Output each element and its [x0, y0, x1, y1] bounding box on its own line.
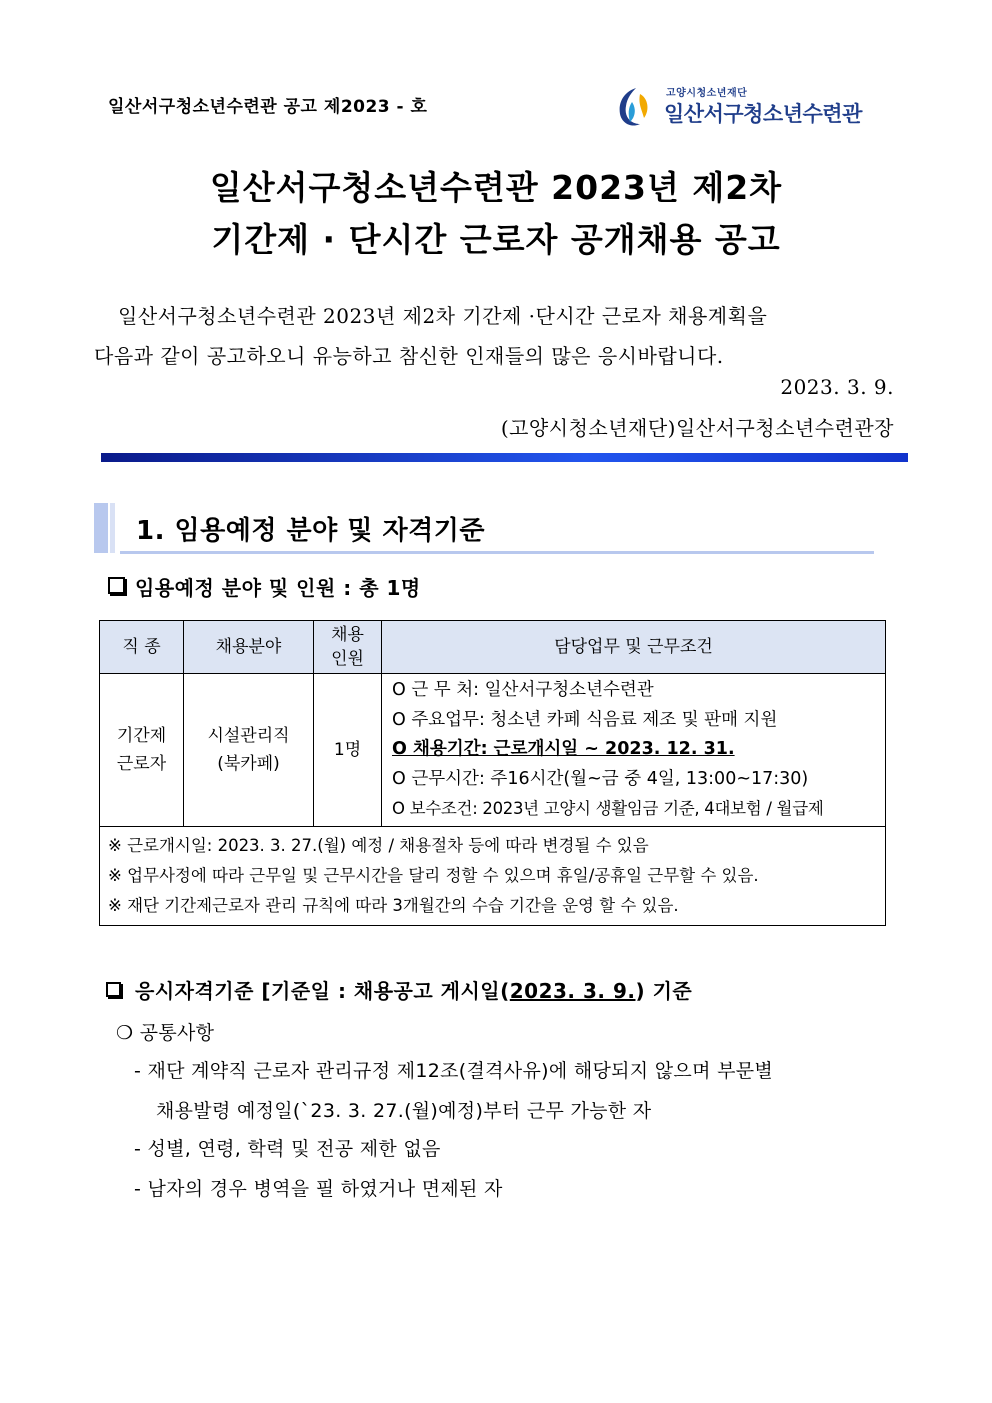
header-field: 채용분야: [184, 621, 314, 674]
field-line1: 시설관리직: [207, 725, 290, 746]
requirement-item-continued: 채용발령 예정일(`23. 3. 27.(월)예정)부터 근무 가능한 자: [156, 1100, 652, 1122]
duty-pay: O 보수조건: 2023년 고양시 생활임금 기준, 4대보험 / 월급제: [392, 799, 824, 818]
foundation-logo: [614, 82, 874, 132]
cell-duties: [382, 674, 886, 827]
section-marker: [94, 503, 108, 553]
cell-notes: [100, 826, 886, 925]
section-marker-light: [110, 503, 115, 553]
recruitment-table: [99, 620, 886, 926]
duty-workplace: O 근 무 처: 일산서구청소년수련관: [392, 680, 654, 700]
recruitment-subtitle: [108, 572, 421, 601]
cell-field: [184, 674, 314, 827]
header-job-type: 직 종: [100, 621, 184, 674]
logo-mark-icon: [614, 84, 658, 130]
note-probation: ※ 재단 기간제근로자 관리 규칙에 따라 3개월간의 수습 기간을 운영 할 수 있음.: [108, 895, 679, 915]
table-row: [100, 674, 886, 827]
header-count: 채용 인원: [314, 621, 382, 674]
qualification-subtitle-pre: 응시자격기준 [기준일 : 채용공고 게시일(: [135, 979, 510, 1003]
qualification-subtitle-post: ) 기준: [635, 979, 693, 1003]
notice-date: 2023. 3. 9.: [780, 375, 894, 399]
duty-period: O 채용기간: 근로개시일 ~ 2023. 12. 31.: [392, 739, 735, 759]
table-header-row: [100, 621, 886, 674]
qualification-date: 2023. 3. 9.: [509, 979, 636, 1003]
duty-hours: O 근무시간: 주16시간(월~금 중 4일, 13:00~17:30): [392, 768, 809, 789]
header-divider: [101, 453, 908, 462]
notice-reference: 일산서구청소년수련관 공고 제2023 - 호: [108, 97, 428, 117]
qualification-subtitle: [106, 975, 692, 1004]
field-line2: (북카페): [217, 753, 280, 774]
note-schedule: ※ 업무사정에 따라 근무일 및 근무시간을 달리 정할 수 있으며 휴일/공휴일 근무할 수 있음.: [108, 865, 759, 885]
notice-signature: (고양시청소년재단)일산서구청소년수련관장: [500, 416, 894, 440]
job-type-line2: 근로자: [116, 753, 167, 774]
page-title-line1: 일산서구청소년수련관 2023년 제2차: [209, 168, 783, 207]
page-title-line2: 기간제 · 단시간 근로자 공개채용 공고: [211, 220, 781, 259]
common-requirements-heading: ❍ 공통사항: [116, 1022, 215, 1044]
cell-count: 1명: [314, 674, 382, 827]
cell-job-type: [100, 674, 184, 827]
checkbox-bullet-icon: [108, 577, 125, 594]
header-duties: 담당업무 및 근무조건: [382, 621, 886, 674]
job-type-line1: 기간제: [116, 725, 167, 746]
logo-center-name: 일산서구청소년수련관: [664, 102, 862, 126]
recruitment-subtitle-text: 임용예정 분야 및 인원 : 총 1명: [135, 576, 421, 600]
intro-line2: 다음과 같이 공고하오니 유능하고 참신한 인재들의 많은 응시바랍니다.: [94, 344, 724, 368]
intro-line1: 일산서구청소년수련관 2023년 제2차 기간제 ·단시간 근로자 채용계획을: [118, 304, 768, 328]
section-title: 1. 임용예정 분야 및 자격기준: [136, 516, 485, 546]
note-start-date: ※ 근로개시일: 2023. 3. 27.(월) 예정 / 채용절차 등에 따라 변경될 수 있음: [108, 835, 649, 855]
requirement-item: - 성별, 연령, 학력 및 전공 제한 없음: [134, 1138, 441, 1160]
logo-org-name: 고양시청소년재단: [666, 88, 748, 99]
table-notes-row: [100, 826, 886, 925]
duty-main-task: O 주요업무: 청소년 카페 식음료 제조 및 판매 지원: [392, 709, 778, 730]
checkbox-bullet-icon: [106, 982, 121, 997]
requirement-item: - 남자의 경우 병역을 필 하였거나 면제된 자: [134, 1178, 503, 1200]
requirement-item: - 재단 계약직 근로자 관리규정 제12조(결격사유)에 해당되지 않으며 부문별: [134, 1060, 774, 1082]
section-underline: [120, 551, 874, 554]
